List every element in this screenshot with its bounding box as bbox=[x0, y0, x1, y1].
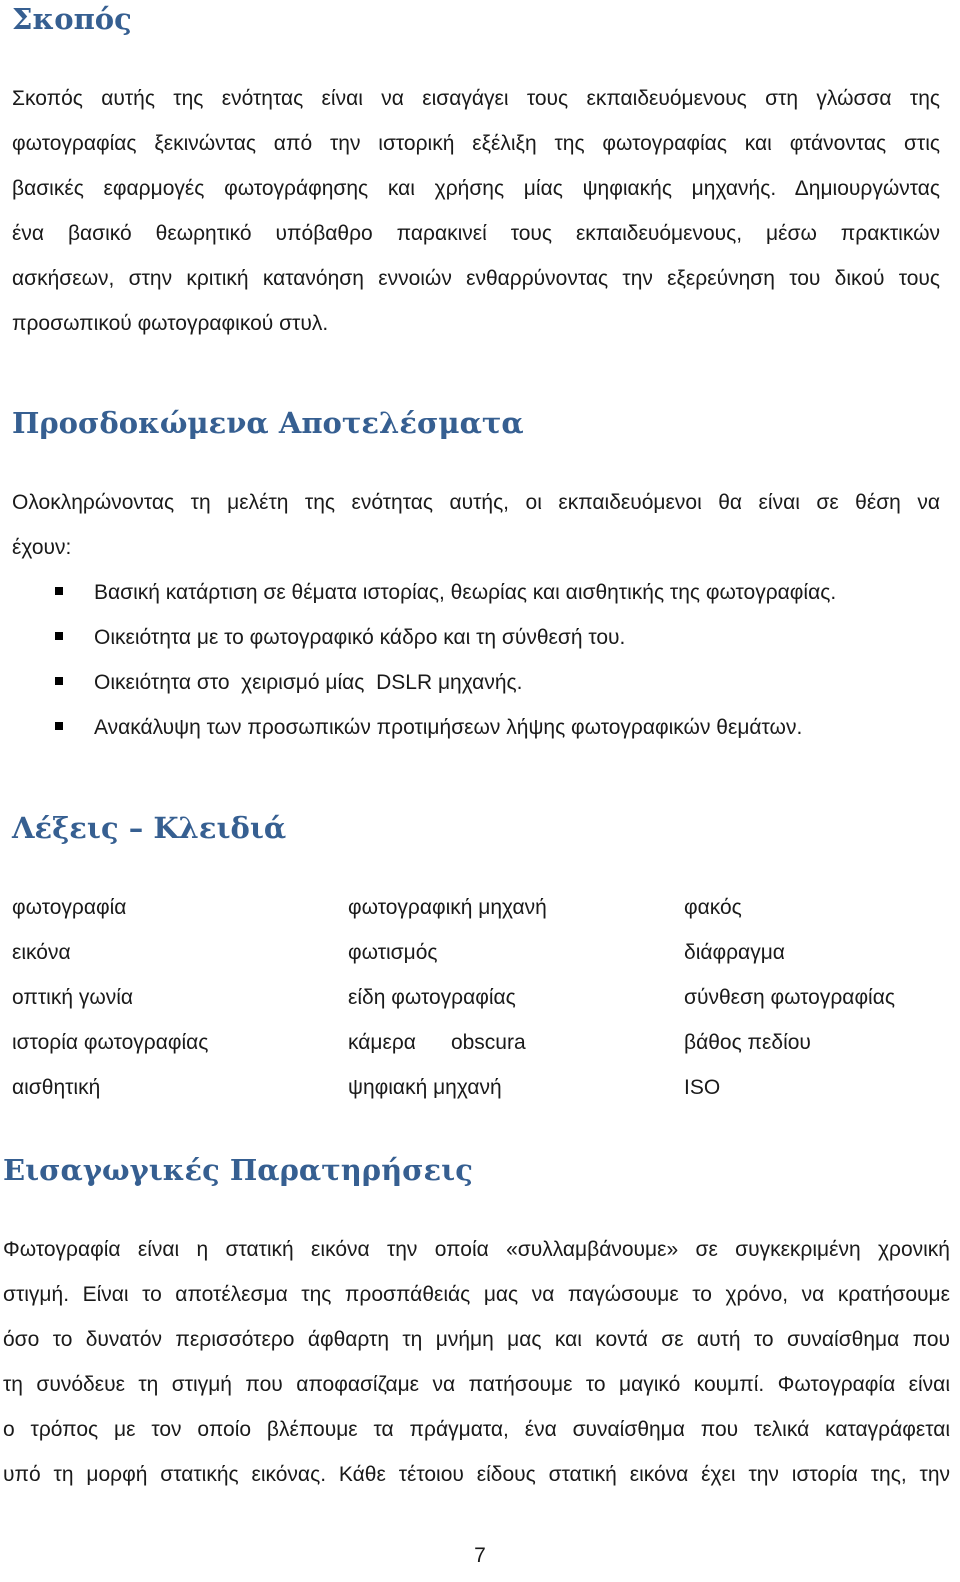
paragraph-line: βασικές εφαρμογές φωτογράφησης και χρήσης μίας ψηφιακής μηχανής. Δημιουργώντας bbox=[12, 177, 940, 200]
page-number: 7 bbox=[474, 1544, 486, 1567]
keyword: φωτογραφία bbox=[12, 896, 127, 919]
square-bullet-icon bbox=[55, 722, 63, 730]
bullet-text: Βασική κατάρτιση σε θέματα ιστορίας, θεωρίας και αισθητικής της φωτογραφίας. bbox=[94, 581, 837, 604]
paragraph-line: προσωπικού φωτογραφικού στυλ. bbox=[12, 312, 329, 335]
square-bullet-icon bbox=[55, 677, 63, 685]
keyword: ISO bbox=[684, 1076, 721, 1099]
heading-purpose: Σκοπός bbox=[12, 2, 132, 36]
heading-introduction: Εισαγωγικές Παρατηρήσεις bbox=[3, 1153, 473, 1187]
paragraph-line: στιγμή. Είναι το αποτέλεσμα της προσπάθειάς μας να παγώσουμε το χρόνο, να κρατήσουμε bbox=[3, 1283, 950, 1306]
keyword: σύνθεση φωτογραφίας bbox=[684, 986, 895, 1009]
keywords-row bbox=[12, 975, 942, 1020]
keywords-row bbox=[12, 1065, 942, 1110]
keyword: ιστορία φωτογραφίας bbox=[12, 1031, 209, 1054]
bullet-text: Οικειότητα με το φωτογραφικό κάδρο και τη σύνθεσή του. bbox=[94, 626, 626, 649]
paragraph-line: Ολοκληρώνοντας τη μελέτη της ενότητας αυτής, οι εκπαιδευόμενοι θα είναι σε θέση να bbox=[12, 491, 940, 514]
paragraph-line: ασκήσεων, στην κριτική κατανόηση εννοιών ενθαρρύνοντας την εξερεύνηση του δικού τους bbox=[12, 267, 940, 290]
keyword: φακός bbox=[684, 896, 742, 919]
paragraph-introduction bbox=[3, 1227, 950, 1497]
paragraph-line: Φωτογραφία είναι η στατική εικόνα την οποία «συλλαμβάνουμε» σε συγκεκριμένη χρονική bbox=[3, 1238, 950, 1261]
heading-outcomes: Προσδοκώμενα Αποτελέσματα bbox=[12, 406, 524, 440]
paragraph-line: υπό τη μορφή στατικής εικόνας. Κάθε τέτοιου είδους στατική εικόνα έχει την ιστορία της, την bbox=[3, 1463, 950, 1486]
keyword: εικόνα bbox=[12, 941, 71, 964]
paragraph-line: όσο το δυνατόν περισσότερο άφθαρτη τη μνήμη μας και κοντά σε αυτή το συναίσθημα που bbox=[3, 1328, 950, 1351]
bullet-text: Ανακάλυψη των προσωπικών προτιμήσεων λήψης φωτογραφικών θεμάτων. bbox=[94, 716, 803, 739]
paragraph-line: έχουν: bbox=[12, 536, 72, 559]
paragraph-line: τη συνόδευε τη στιγμή που αποφασίζαμε να πατήσουμε το μαγικό κουμπί. Φωτογραφία είναι bbox=[3, 1373, 950, 1396]
keyword: διάφραγμα bbox=[684, 941, 785, 964]
keyword: βάθος πεδίου bbox=[684, 1031, 811, 1054]
keyword: οπτική γωνία bbox=[12, 986, 134, 1009]
keyword: κάμερα obscura bbox=[348, 1031, 526, 1054]
paragraph-purpose bbox=[12, 76, 940, 346]
keyword: είδη φωτογραφίας bbox=[348, 986, 516, 1009]
square-bullet-icon bbox=[55, 587, 63, 595]
paragraph-line: ο τρόπος με τον οποίο βλέπουμε τα πράγματα, ένα συναίσθημα που τελικά καταγράφεται bbox=[3, 1418, 950, 1441]
paragraph-line: ένα βασικό θεωρητικό υπόβαθρο παρακινεί τους εκπαιδευόμενους, μέσω πρακτικών bbox=[12, 222, 940, 245]
keywords-row bbox=[12, 930, 942, 975]
keywords-row bbox=[12, 1020, 942, 1065]
keyword: αισθητική bbox=[12, 1076, 101, 1099]
keywords-row bbox=[12, 885, 942, 930]
paragraph-line: φωτογραφίας ξεκινώντας από την ιστορική εξέλιξη της φωτογραφίας και φτάνοντας στις bbox=[12, 132, 940, 155]
keyword: φωτογραφική μηχανή bbox=[348, 896, 547, 919]
bullet-text: Οικειότητα στο χειρισμό μίας DSLR μηχανής. bbox=[94, 671, 523, 694]
keyword: ψηφιακή μηχανή bbox=[348, 1076, 502, 1099]
keywords-grid bbox=[12, 885, 942, 1110]
paragraph-line: Σκοπός αυτής της ενότητας είναι να εισαγάγει τους εκπαιδευόμενους στη γλώσσα της bbox=[12, 87, 940, 110]
square-bullet-icon bbox=[55, 632, 63, 640]
keyword: φωτισμός bbox=[348, 941, 438, 964]
paragraph-outcomes-intro bbox=[12, 480, 940, 570]
heading-keywords: Λέξεις – Κλειδιά bbox=[12, 811, 287, 845]
